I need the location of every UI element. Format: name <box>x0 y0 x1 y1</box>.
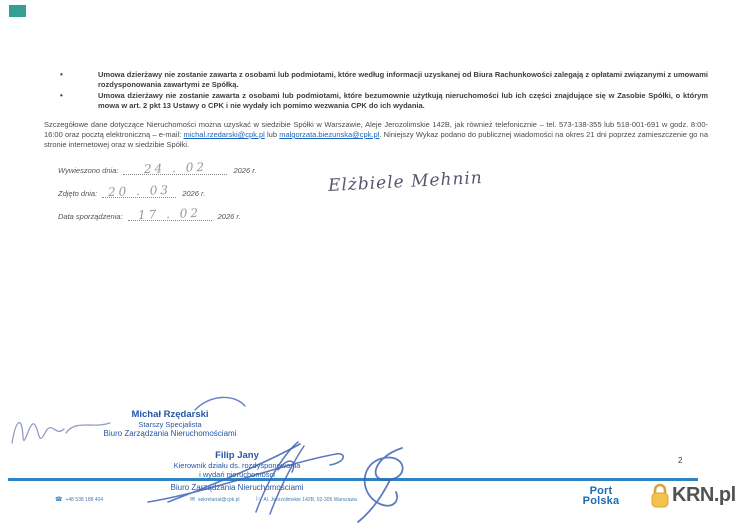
footer-phone <box>55 496 103 503</box>
signer-name: Michał Rzędarski <box>131 409 209 420</box>
signature-block-rzedarski <box>35 410 305 438</box>
bullet-list <box>60 70 708 112</box>
paragraph-text: Szczegółowe dane dotyczące Nieruchomości można uzyskać w siedzibie Spółki w Warszawie, Aleje Jerozolimskie 142B, jak również telefonicznie – tel. 573-138-355 lub 518-001-691 w godz. 8:00-16:00 oraz pocztą elektroniczną – e-mail: <box>44 120 708 139</box>
date-label: Data sporządzenia: <box>58 212 123 221</box>
date-dotted-line <box>123 156 227 175</box>
bullet-text: Umowa dzierżawy nie zostanie zawarta z osobami lub podmiotami, które według informacji uzyskanej od Biura Rachunkowości zalegają z opłatami związanymi z umowami rozdysponowania zawartymi ze Spółką. <box>98 70 708 89</box>
footer-address <box>255 496 357 503</box>
signer-title: i wydań nieruchomości <box>199 470 275 479</box>
handwritten-date: 20 . 03 <box>107 182 171 200</box>
paragraph-text: lub <box>264 130 280 139</box>
contact-paragraph <box>44 120 708 150</box>
date-row-prepared <box>58 205 257 223</box>
bullet-icon: • <box>60 70 63 79</box>
date-label: Wywieszono dnia: <box>58 166 119 175</box>
email-link-rzedarski[interactable]: michal.rzedarski@cpk.pl <box>183 130 265 139</box>
date-fields <box>58 159 257 231</box>
list-item <box>60 70 708 90</box>
date-year: 2026 r. <box>182 189 206 198</box>
date-dotted-line <box>102 179 176 198</box>
signer-name: Filip Jany <box>215 450 259 461</box>
envelope-icon: ✉ <box>190 497 196 503</box>
date-year: 2026 r. <box>217 212 241 221</box>
date-row-removed <box>58 182 257 200</box>
port-polska-logo <box>574 486 628 506</box>
date-row-posted <box>58 159 257 177</box>
signer-department: Biuro Zarządzania Nieruchomościami <box>170 483 304 492</box>
footer-phone-text: +48 538 188 404 <box>65 496 104 503</box>
footer-email-text: sekretariat@cpk.pl <box>198 496 240 503</box>
handwritten-signature-center: Elżbiele Mehnin <box>327 167 484 197</box>
bullet-icon: • <box>60 91 63 100</box>
page-number: 2 <box>678 456 683 465</box>
email-link-biezunska[interactable]: malgorzata.biezunska@cpk.pl <box>279 130 380 139</box>
date-dotted-line <box>128 202 212 221</box>
teal-corner-mark <box>9 5 26 17</box>
date-label: Zdjęto dnia: <box>58 189 98 198</box>
signer-title: Starszy Specjalista <box>138 420 202 429</box>
phone-icon: ☎ <box>55 497 63 503</box>
krn-watermark <box>650 482 736 509</box>
brand-line-2: Polska <box>582 495 620 507</box>
handwritten-date: 17 . 02 <box>137 205 202 223</box>
list-item <box>60 91 708 111</box>
footer-address-text: Al. Jerozolimskie 142B, 02-305 Warszawa <box>263 496 357 503</box>
signature-block-jany <box>112 451 362 492</box>
bullet-text: Umowa dzierżawy nie zostanie zawarta z osobami lub podmiotami, które bezumownie użytkują nieruchomości lub ich części znajdujące się w Zasobie Spółki, o którym mowa w art. 2 pkt 13 Ustawy o CPK i nie wydały ich pomimo wezwania CPK do ich wydania. <box>98 91 708 110</box>
handwritten-date: 24 . 02 <box>143 159 208 177</box>
footer-email[interactable] <box>190 496 240 503</box>
paragraph-text: . Niniejszy Wykaz podano do publicznej wiadomości na okres 21 dni poprzez zamieszczenie go na stronie internetowej oraz w siedzibie Spółki. <box>44 130 708 149</box>
brand-line-1: Port <box>589 485 613 497</box>
krn-watermark-label: KRN.pl <box>672 484 736 506</box>
date-year: 2026 r. <box>233 166 257 175</box>
padlock-icon <box>650 482 670 509</box>
location-pin-icon: ⚐ <box>255 497 261 503</box>
signer-department: Biuro Zarządzania Nieruchomościami <box>103 429 237 438</box>
signer-title: Kierownik działu ds. rozdysponowania <box>173 461 301 470</box>
